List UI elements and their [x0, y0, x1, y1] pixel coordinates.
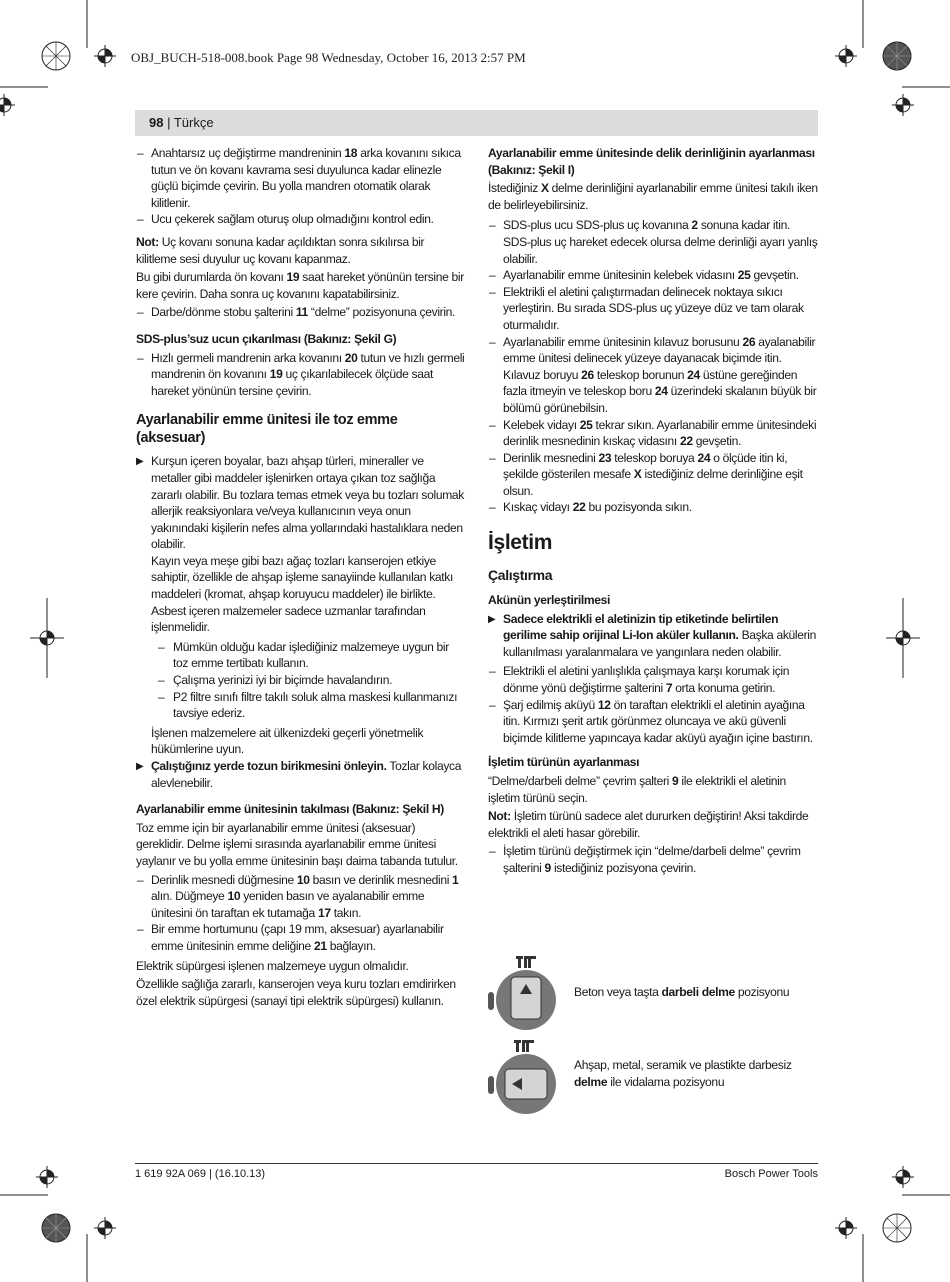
- dust-tip: – P2 filtre sınıfı filtre takılı soluk alma maskesi kullanmanızı tavsiye ederiz.: [136, 689, 466, 722]
- registration-mark-bottom-right-icon: [816, 1148, 950, 1282]
- drill-mode-icon: [486, 1036, 570, 1116]
- heading-depth-setting: Ayarlanabilir emme ünitesinde delik derinliğinin ayarlanması (Bakınız: Şekil I): [488, 146, 815, 177]
- heading-operation: İşletim: [488, 531, 553, 555]
- footer-brand: Bosch Power Tools: [724, 1168, 818, 1180]
- depth-step: – Kıskaç vidayı 22 bu pozisyonda sıkın.: [488, 499, 818, 516]
- warning-triangle-icon: ▶: [488, 613, 496, 625]
- header-separator: |: [163, 115, 174, 130]
- step-lock-chuck: – Anahtarsız uç değiştirme mandreninin 18 arka kovanını sıkıca tutun ve ön kovanı kavrama sesi duyulunca kadar elinezle güçlü biçimde çevirin. Bu yolla mandren otomatik olarak kilitlenir.: [136, 145, 466, 211]
- depth-step: – Ayarlanabilir emme ünitesinin kılavuz borusunu 26 ayalanabilir emme ünitesi delinecek yüzeye dayanacak biçimde itin. Kılavuz boruyu 26 teleskop borunun 24 üstüne gereğinden fazla itmeyin ve teleskop boru 24 üzerindeki skalanın büyük bir bölümü görünebilsin.: [488, 334, 818, 417]
- right-column: [488, 145, 818, 877]
- depth-step: – Kelebek vidayı 25 tekrar sıkın. Ayarlanabilir emme ünitesindeki derinlik mesnedinin kıskaç vidasını 22 gevşetin.: [488, 417, 818, 450]
- step-hose: – Bir emme hortumunu (çapı 19 mm, aksesuar) ayarlanabilir emme ünitesinin emme deliğine 21 bağlayın.: [136, 921, 466, 954]
- paragraph-mode-select: “Delme/darbeli delme” çevrim şalteri 9 ile elektrikli el aletinin işletim türünü seçin.: [488, 774, 786, 805]
- footer-doc-id: 1 619 92A 069 | (16.10.13): [135, 1168, 266, 1180]
- note-chuck: Not: Uç kovanı sonuna kadar açıldıktan sonra sıkılırsa bir kilitleme sesi duyulur uç kovanı kapanmaz.: [136, 234, 425, 266]
- registration-mark-top-left-icon: [0, 0, 134, 134]
- paragraph-extraction-required: Toz emme için bir ayarlanabilir emme ünitesi (aksesuar) gereklidir. Delme işlemi sırasında ayarlanabilir emme ünitesi yaylanır ve bu yolla emme ünitesinin başı daima tabanda tutulur.: [136, 820, 458, 868]
- dust-tip: – Çalışma yerinizi iyi bir biçimde havalandırın.: [136, 672, 466, 689]
- mode-step: – İşletim türünü değiştirmek için “delme/darbeli delme” çevrim şalterini 9 istediğiniz pozisyona çevirin.: [488, 843, 818, 876]
- step-remove-bit: – Hızlı germeli mandrenin arka kovanını 20 tutun ve hızlı germeli mandrenin ön kovanını 19 uç çıkarılabilecek ölçüde saat hareket yönünün tersine çevirin.: [136, 350, 466, 400]
- depth-step: – Ayarlanabilir emme ünitesinin kelebek vidasını 25 gevşetin.: [488, 267, 818, 284]
- left-column: [136, 145, 466, 1011]
- warning-battery: ▶ Sadece elektrikli el aletinizin tip etiketinde belirtilen gerilime sahip orijinal Li-Ion aküler kullanın. Başka akülerin kullanılması yaralanmalara ve yangınlara neden olabilir.: [488, 611, 816, 659]
- footer-rule: [135, 1163, 818, 1164]
- note-mode: Not: İşletim türünü sadece alet dururken değiştirin! Aksi takdirde elektrikli el aleti hasar görebilir.: [488, 809, 809, 840]
- registration-mark-mid-right-icon: [880, 598, 950, 678]
- paragraph-turn-sleeve: Bu gibi durumlarda ön kovanı 19 saat hareket yönünün tersine bir kere çevirin. Daha sonra uç kovanını kapatabilirsiniz.: [136, 270, 464, 301]
- depth-step: – Elektrikli el aletini çalıştırmadan delinecek noktaya sıkıcı yerleştirin. Bu sırada SDS-plus uç yüzeye düz ve tam olarak oturmalıdır.: [488, 284, 818, 334]
- step-depth-stop: – Derinlik mesnedi düğmesine 10 basın ve derinlik mesnedini 1 alın. Düğmeye 10 yeniden basın ve ayalanabilir emme ünitesini ön taraftan ek tutamağa 17 takın.: [136, 872, 466, 922]
- battery-step: – Elektrikli el aletini yanlışlıkla çalışmaya karşı korumak için dönme yönü değiştirme şalterini 7 orta konuma getirin.: [488, 663, 818, 696]
- depth-step: – SDS-plus ucu SDS-plus uç kovanına 2 sonuna kadar itin. SDS-plus uç hareket edecek olursa delme derinliği ayarı yanlış olabilir.: [488, 217, 818, 267]
- heading-battery-insert: Akünün yerleştirilmesi: [488, 593, 611, 608]
- heading-mode-setting: İşletim türünün ayarlanması: [488, 755, 640, 770]
- warning-dust: ▶ Kurşun içeren boyalar, bazı ahşap türleri, mineraller ve metaller gibi maddeler işlenirken ortaya çıkan toz sağlığa zararlı olabilir. Bu tozlara temas etmek veya bu tozları solumak allerjik reaksiyonlara ve/veya kullanıcının veya onun yakınındaki kişilerin nefes alma yollarındaki hastalıklara neden olabilir. Kayın veya meşe gibi bazı ağaç tozları kanserojen etkiye sahiptir, özellikle de ahşap işleme sanayiinde kullanılan katkı maddeleri (kromat, ahşap koruyucu maddeler) ile birlikte. Asbest içeren malzemeler sadece uzmanlar tarafından işlenmelidir.: [136, 454, 465, 635]
- registration-mark-top-right-icon: [816, 0, 950, 134]
- page-number: 98: [149, 115, 164, 130]
- dust-tip: – Mümkün olduğu kadar işlediğiniz malzemeye uygun bir toz emme tertibatı kullanın.: [136, 639, 466, 672]
- paragraph-depth-intro: İstediğiniz X delme derinliğini ayarlanabilir emme ünitesi takılı iken de belirleyebilirsiniz.: [488, 181, 818, 212]
- battery-step: – Şarj edilmiş aküyü 12 ön taraftan elektrikli el aletinin ayağına itin. Kırmızı şerit artık görünmez oluncaya ve akü güvenli biçimde kilitleme yapıncaya kadar aküyü ayağın içine bastırın.: [488, 697, 818, 747]
- caption-hammer-drill: Beton veya taşta darbeli delme pozisyonu: [574, 985, 790, 999]
- step-check-bit: – Ucu çekerek sağlam oturuş olup olmadığını kontrol edin.: [136, 211, 466, 228]
- warning-triangle-icon: ▶: [136, 456, 144, 468]
- print-slug: OBJ_BUCH-518-008.book Page 98 Wednesday, October 16, 2013 2:57 PM: [131, 50, 526, 65]
- dust-regulations: İşlenen malzemelere ait ülkenizdeki geçerli yönetmelik hükümlerine uyun.: [151, 725, 424, 757]
- page-header-text: [149, 115, 214, 130]
- heading-starting: Çalıştırma: [488, 567, 553, 584]
- heading-mount-extraction: Ayarlanabilir emme ünitesinin takılması (Bakınız: Şekil H): [136, 802, 444, 817]
- warning-dust-accumulation: ▶ Çalıştığınız yerde tozun birikmesini önleyin. Tozlar kolayca alevlenebilir.: [136, 759, 462, 790]
- hammer-drill-mode-icon: [486, 952, 570, 1032]
- depth-step: – Derinlik mesnedini 23 teleskop boruya 24 o ölçüde itin ki, şekilde gösterilen mesafe X istediğiniz delme derinliğine eşit olsun.: [488, 450, 818, 500]
- header-language: Türkçe: [173, 115, 214, 130]
- warning-triangle-icon: ▶: [136, 761, 144, 772]
- registration-mark-bottom-left-icon: [0, 1148, 134, 1282]
- paragraph-special-vacuum: Özellikle sağlığa zararlı, kanserojen veya kuru tozları emdirirken özel elektrik süpürgesi (sanayi tipi elektrik süpürgesi) kullanın.: [136, 977, 456, 1008]
- step-set-drill-mode: – Darbe/dönme stobu şalterini 11 “delme” pozisyonuna çevirin.: [136, 304, 466, 321]
- paragraph-vacuum: Elektrik süpürgesi işlenen malzemeye uygun olmalıdır.: [136, 958, 409, 973]
- heading-remove-bit: SDS-plus’suz ucun çıkarılması (Bakınız: Şekil G): [136, 331, 397, 346]
- heading-dust-extraction: Ayarlanabilir emme ünitesi ile toz emme (aksesuar): [136, 412, 398, 447]
- registration-mark-mid-left-icon: [0, 598, 70, 678]
- caption-drill: Ahşap, metal, seramik ve plastikte darbesiz delme ile vidalama pozisyonu: [574, 1058, 792, 1089]
- page-header: [135, 110, 818, 136]
